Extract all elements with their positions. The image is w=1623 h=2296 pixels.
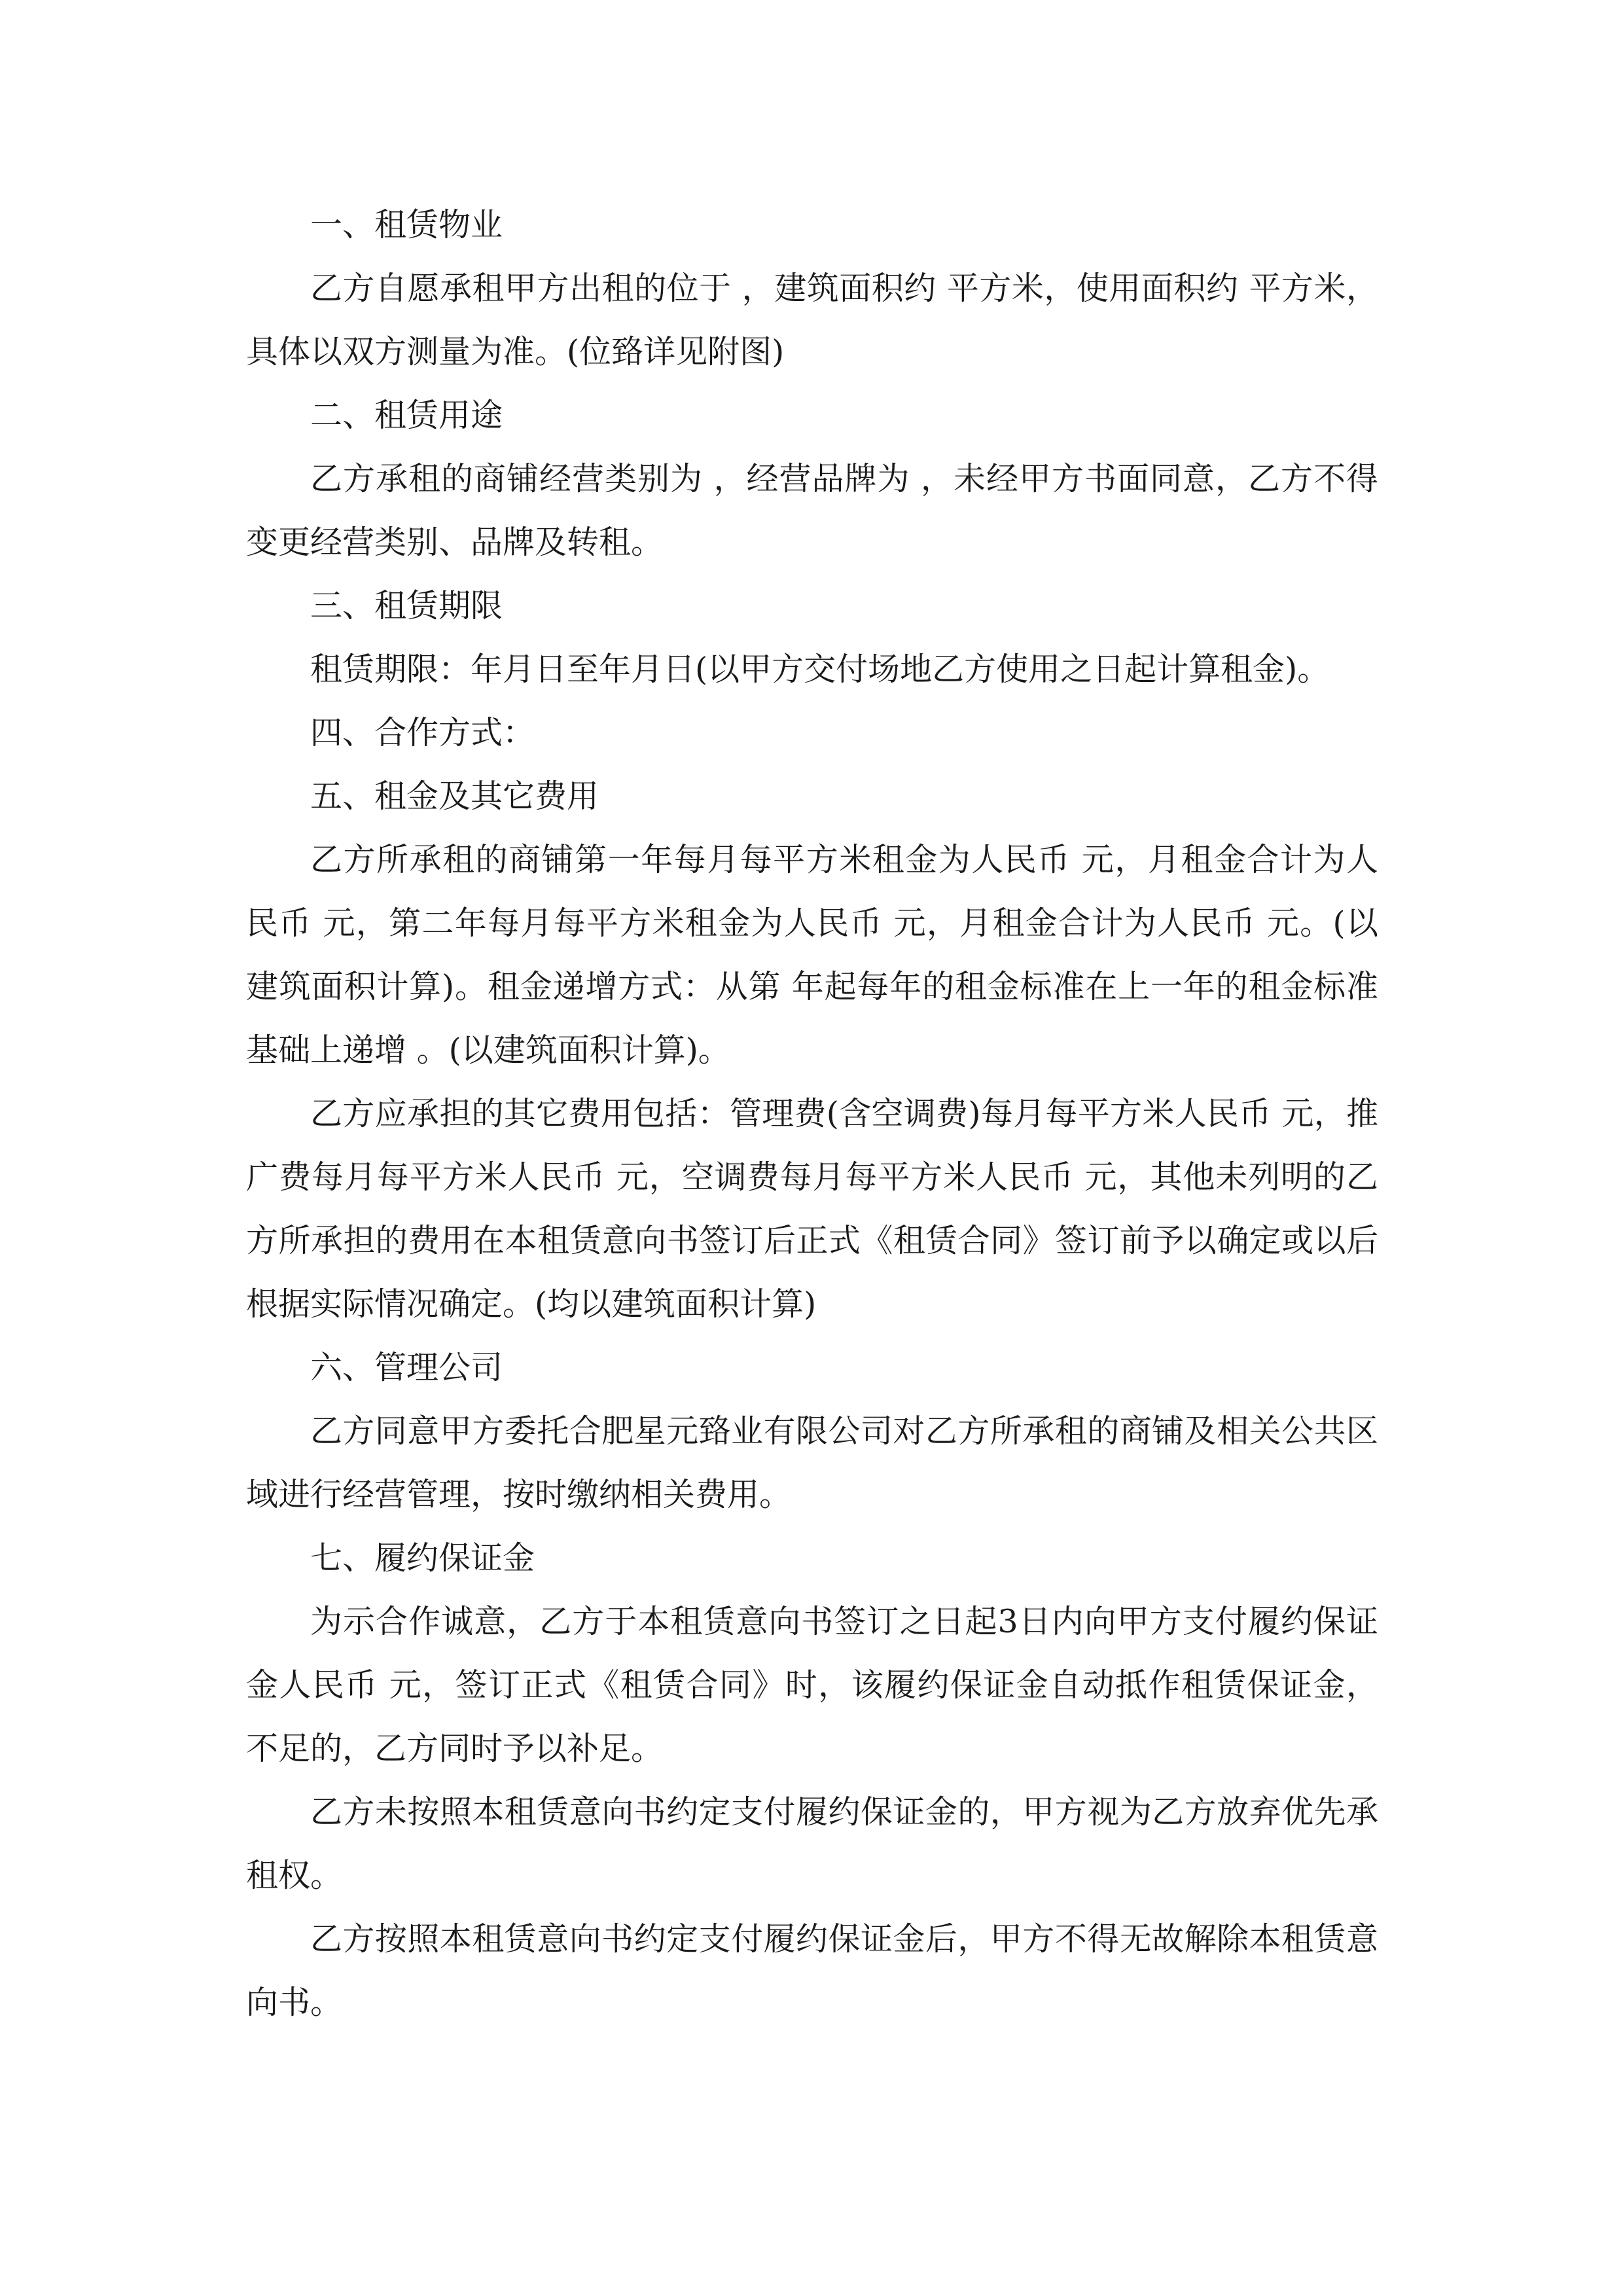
section-heading-4: 四、合作方式： xyxy=(310,714,535,751)
paragraph-deposit: 为示合作诚意，乙方于本租赁意向书签订之日起3日内向甲方支付履约保证金人民币 元，签订正式《租赁合同》时，该履约保证金自动抵作租赁保证金，不足的，乙方同时予以补足。 xyxy=(246,1603,1378,1767)
paragraph-rent: 乙方所承租的商铺第一年每月每平方米租金为人民币 元，月租金合计为人民币 元，第二年每月每平方米租金为人民币 元，月租金合计为人民币 元。(以建筑面积计算)。租金递增方式：从第 年起每年的租金标准在上一年的租金标准基础上递增 。(以建筑面积计算)。 xyxy=(246,841,1378,1069)
paragraph-business-category: 乙方承租的商铺经营类别为 ，经营品牌为 ，未经甲方书面同意，乙方不得变更经营类别、品牌及转租。 xyxy=(246,460,1378,561)
paragraph-other-fees: 乙方应承担的其它费用包括：管理费(含空调费)每月每平方米人民币 元，推广费每月每平方米人民币 元，空调费每月每平方米人民币 元，其他未列明的乙方所承担的费用在本租赁意向书签订后正式《租赁合同》签订前予以确定或以后根据实际情况确定。(均以建筑面积计算) xyxy=(246,1095,1378,1323)
paragraph-lease-term: 租赁期限：年月日至年月日(以甲方交付场地乙方使用之日起计算租金)。 xyxy=(310,651,1330,688)
paragraph-deposit-binding: 乙方按照本租赁意向书约定支付履约保证金后，甲方不得无故解除本租赁意向书。 xyxy=(246,1920,1378,2021)
section-heading-2: 二、租赁用途 xyxy=(310,397,503,434)
section-heading-1: 一、租赁物业 xyxy=(310,206,503,243)
paragraph-management-company: 乙方同意甲方委托合肥星元臵业有限公司对乙方所承租的商铺及相关公共区域进行经营管理，按时缴纳相关费用。 xyxy=(246,1412,1378,1513)
section-heading-5: 五、租金及其它费用 xyxy=(310,778,599,815)
paragraph-property-location: 乙方自愿承租甲方出租的位于 ，建筑面积约 平方米，使用面积约 平方米，具体以双方测量为准。(位臵详见附图) xyxy=(246,270,1378,370)
section-heading-6: 六、管理公司 xyxy=(310,1349,503,1386)
section-heading-3: 三、租赁期限 xyxy=(310,587,503,624)
section-heading-7: 七、履约保证金 xyxy=(310,1539,535,1577)
paragraph-deposit-default: 乙方未按照本租赁意向书约定支付履约保证金的，甲方视为乙方放弃优先承租权。 xyxy=(246,1793,1378,1894)
document-body xyxy=(246,193,1378,2034)
